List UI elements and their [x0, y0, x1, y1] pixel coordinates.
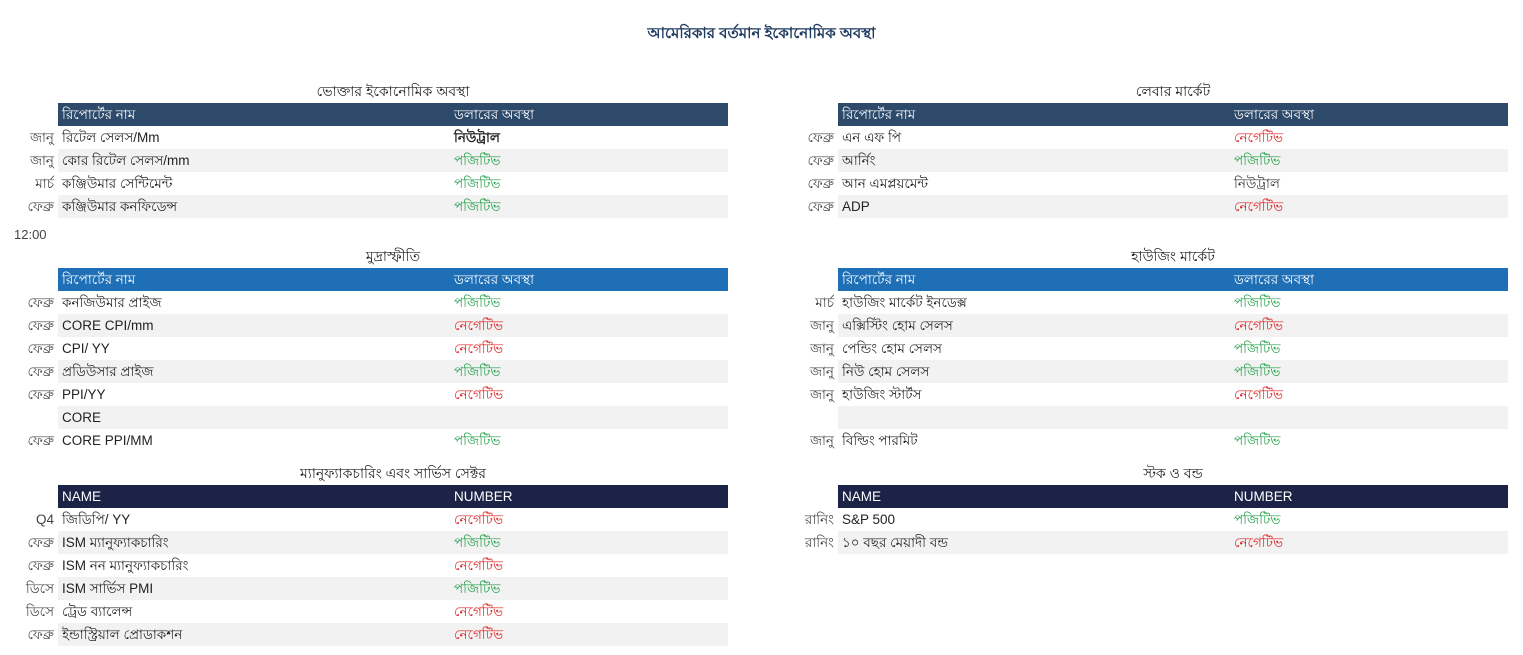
table-row [780, 508, 1508, 531]
table-row [0, 195, 728, 218]
row-period: ফেব্রু [807, 199, 834, 214]
table-row [780, 172, 1508, 195]
row-report-name: S&P 500 [842, 512, 896, 527]
table-row [780, 195, 1508, 218]
table-row [0, 337, 728, 360]
row-status: নেগেটিভ [1230, 531, 1508, 554]
row-report-name: এক্সিস্টিং হোম সেলস [838, 314, 1230, 337]
row-status [1230, 406, 1508, 429]
row-report-name: রিটেল সেলস/Mm [62, 130, 160, 145]
row-status: পজিটিভ [1230, 360, 1508, 383]
header-name: NAME [58, 485, 450, 508]
row-period: ফেব্রু [27, 199, 54, 214]
section-title: ভোক্তার ইকোনোমিক অবস্থা [316, 83, 470, 99]
row-period: রানিং [804, 535, 834, 550]
row-period: ফেব্রু [27, 364, 54, 379]
row-report-name: কঞ্জিউমার কনফিডেন্স [58, 195, 450, 218]
table-row [0, 314, 728, 337]
row-status: নেগেটিভ [1234, 387, 1284, 402]
row-status: নেগেটিভ [450, 623, 728, 646]
header-status: NUMBER [1230, 485, 1508, 508]
right-section-1 [780, 245, 1508, 452]
row-period: জানু [29, 130, 54, 145]
row-report-name: কঞ্জিউমার সেন্টিমেন্ট [62, 176, 173, 191]
row-report-name: PPI/YY [62, 387, 106, 402]
table-row [0, 360, 728, 383]
header-name: রিপোর্টের নাম [838, 103, 1230, 126]
row-period: ফেব্রু [27, 558, 54, 573]
table-row [0, 508, 728, 531]
row-report-name: CORE [58, 406, 450, 429]
header-name: NAME [838, 485, 1230, 508]
left-section-0 [0, 80, 728, 218]
row-status [450, 406, 728, 429]
table-header [0, 268, 728, 291]
row-status: পজিটিভ [454, 433, 501, 448]
row-status: নেগেটিভ [450, 314, 728, 337]
header-spacer [0, 485, 58, 508]
row-status: পজিটিভ [450, 149, 728, 172]
row-report-name: কনজিউমার প্রাইজ [62, 295, 162, 310]
row-period: ফেব্রু [27, 387, 54, 402]
table-row [0, 429, 728, 452]
row-status: পজিটিভ [450, 531, 728, 554]
row-period: জানু [809, 341, 834, 356]
row-report-name: আন এমপ্লয়মেন্ট [842, 176, 929, 191]
row-period: রানিং [804, 512, 834, 527]
row-period: জানু [809, 364, 834, 379]
row-report-name: নিউ হোম সেলস [838, 360, 1230, 383]
row-report-name: কোর রিটেল সেলস/mm [58, 149, 450, 172]
row-report-name: বিল্ডিং পারমিট [842, 433, 918, 448]
row-status: পজিটিভ [1234, 295, 1281, 310]
header-name: রিপোর্টের নাম [58, 268, 450, 291]
header-name: রিপোর্টের নাম [838, 268, 1230, 291]
row-status: নিউট্রাল [1234, 176, 1280, 191]
table-row [780, 429, 1508, 452]
row-status: পজিটিভ [450, 195, 728, 218]
table-row [780, 126, 1508, 149]
row-status: নেগেটিভ [454, 512, 504, 527]
table-row [0, 600, 728, 623]
table-row [0, 554, 728, 577]
row-report-name: ISM সার্ভিস PMI [58, 577, 450, 600]
row-status: নেগেটিভ [1230, 195, 1508, 218]
row-report-name: ISM নন ম্যানুফ্যাকচারিং [62, 558, 189, 573]
table-row [0, 406, 728, 429]
row-period: ফেব্রু [27, 341, 54, 356]
table-row [780, 314, 1508, 337]
table-header [780, 485, 1508, 508]
row-period: জানু [809, 433, 834, 448]
row-status: পজিটিভ [454, 295, 501, 310]
row-status: পজিটিভ [1230, 149, 1508, 172]
section-title: লেবার মার্কেট [1135, 83, 1211, 99]
table-row [0, 383, 728, 406]
section-title: ম্যানুফ্যাকচারিং এবং সার্ভিস সেক্টর [300, 465, 486, 481]
row-period: জানু [809, 318, 834, 333]
table-header [780, 103, 1508, 126]
table-row [0, 531, 728, 554]
header-spacer [780, 268, 838, 291]
row-status: পজিটিভ [450, 577, 728, 600]
row-period: জানু [29, 153, 54, 168]
row-report-name: হাউজিং স্টার্টস [842, 387, 922, 402]
header-spacer [0, 268, 58, 291]
table-row [780, 383, 1508, 406]
table-row [0, 126, 728, 149]
row-status: নিউট্রাল [454, 130, 500, 145]
table-row [0, 149, 728, 172]
row-report-name: ১০ বছর মেয়াদী বন্ড [838, 531, 1230, 554]
row-report-name: জিডিপি/ YY [62, 512, 131, 527]
header-status: ডলারের অবস্থা [1230, 268, 1508, 291]
header-status: NUMBER [450, 485, 728, 508]
table-header [0, 485, 728, 508]
table-header [0, 103, 728, 126]
header-spacer [0, 103, 58, 126]
table-row [780, 337, 1508, 360]
row-status: নেগেটিভ [454, 558, 504, 573]
row-status: নেগেটিভ [1234, 130, 1284, 145]
row-report-name: CORE CPI/mm [58, 314, 450, 337]
row-period: ফেব্রু [807, 176, 834, 191]
table-row [780, 531, 1508, 554]
row-period: ডিসে [25, 581, 54, 596]
section-title: হাউজিং মার্কেট [1131, 248, 1215, 264]
row-status: নেগেটিভ [454, 387, 504, 402]
left-section-1 [0, 245, 728, 452]
row-status: নেগেটিভ [454, 604, 504, 619]
table-row [780, 291, 1508, 314]
row-status: নেগেটিভ [1230, 314, 1508, 337]
table-header [780, 268, 1508, 291]
header-spacer [780, 103, 838, 126]
section-title: স্টক ও বন্ড [1143, 465, 1203, 481]
row-report-name: হাউজিং মার্কেট ইনডেক্স [842, 295, 967, 310]
right-section-2 [780, 462, 1508, 554]
row-report-name: প্রডিউসার প্রাইজ [58, 360, 450, 383]
row-period [0, 406, 58, 429]
row-period: মার্চ [35, 176, 54, 191]
table-row [0, 172, 728, 195]
header-status: ডলারের অবস্থা [1230, 103, 1508, 126]
row-period: ফেব্রু [807, 153, 834, 168]
header-status: ডলারের অবস্থা [450, 268, 728, 291]
row-report-name: এন এফ পি [842, 130, 901, 145]
row-status: পজিটিভ [1234, 512, 1281, 527]
row-report-name: CPI/ YY [62, 341, 110, 356]
row-period: ফেব্রু [27, 295, 54, 310]
row-period: ফেব্রু [807, 130, 834, 145]
table-row [780, 406, 1508, 429]
row-status: পজিটিভ [1234, 433, 1281, 448]
row-period: ফেব্রু [27, 433, 54, 448]
row-report-name: ADP [838, 195, 1230, 218]
row-report-name: CORE PPI/MM [62, 433, 153, 448]
row-report-name: ইন্ডাস্ট্রিয়াল প্রোডাকশন [58, 623, 450, 646]
row-status: পজিটিভ [450, 360, 728, 383]
row-report-name: ISM ম্যানুফ্যাকচারিং [58, 531, 450, 554]
header-name: রিপোর্টের নাম [58, 103, 450, 126]
row-report-name: আর্নিং [838, 149, 1230, 172]
row-period: জানু [809, 387, 834, 402]
row-period: মার্চ [815, 295, 834, 310]
row-report-name: পেন্ডিং হোম সেলস [842, 341, 942, 356]
table-row [780, 149, 1508, 172]
table-row [0, 291, 728, 314]
left-section-2 [0, 462, 728, 646]
section-title: মুদ্রাস্ফীতি [365, 248, 421, 264]
row-report-name: ট্রেড ব্যালেন্স [62, 604, 133, 619]
row-status: পজিটিভ [1234, 341, 1281, 356]
row-period [780, 406, 838, 429]
row-period: ডিসে [25, 604, 54, 619]
right-section-0 [780, 80, 1508, 218]
table-row [780, 360, 1508, 383]
row-period: ফেব্রু [27, 627, 54, 642]
row-period: ফেব্রু [27, 318, 54, 333]
row-status: পজিটিভ [454, 176, 501, 191]
header-status: ডলারের অবস্থা [450, 103, 728, 126]
row-status: নেগেটিভ [454, 341, 504, 356]
page-title: আমেরিকার বর্তমান ইকোনোমিক অবস্থা [647, 25, 876, 42]
header-spacer [780, 485, 838, 508]
table-row [0, 577, 728, 600]
row-report-name [838, 406, 1230, 429]
time-stamp: 12:00 [14, 227, 47, 242]
row-period: ফেব্রু [27, 535, 54, 550]
table-row [0, 623, 728, 646]
row-period: Q4 [35, 512, 54, 527]
